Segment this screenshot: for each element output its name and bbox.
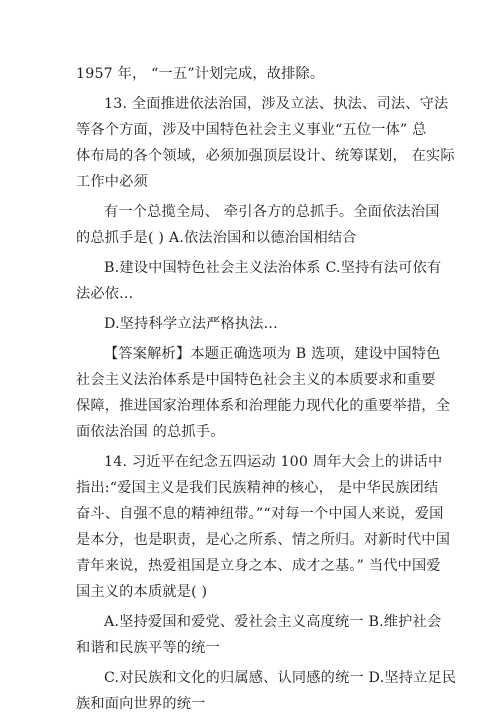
answer-analysis-line-4: 面依法治国 的总抓手。 — [76, 424, 225, 440]
answer-analysis-line-3: 保障，推进国家治理体系和治理能力现代化的重要举措，全 — [76, 398, 451, 414]
question-13-line-2: 等各个方面，涉及中国特色社会主义事业“五位一体” 总 — [76, 122, 427, 138]
question-13-option-a: 的总抓手是( ) A.依法治国和以德治国相结合 — [76, 230, 357, 246]
answer-analysis-line-2: 社会主义法治体系是中国特色社会主义的本质要求和重要 — [76, 372, 436, 388]
question-14-option-a-b: A.坚持爱国和爱党、爱社会主义高度统一 B.维护社会 — [104, 614, 442, 630]
question-13-line-3: 体布局的各个领域，必须加强顶层设计、统筹谋划， 在实际 — [76, 148, 455, 164]
question-13-option-d: D.坚持科学立法严格执法... — [104, 316, 278, 332]
question-13-option-c-cont: 法必依... — [76, 286, 134, 302]
question-13-line-1: 13. 全面推进依法治国，涉及立法、执法、司法、守法 — [104, 96, 449, 112]
question-14-line-5: 青年来说，热爱祖国是立身之本、成才之基。” 当代中国爱 — [76, 558, 441, 574]
question-13-line-4: 工作中必须 — [76, 174, 148, 190]
question-14-line-3: 奋斗、自强不息的精神纽带。”“对每一个中国人来说，爱国 — [76, 506, 444, 522]
question-14-line-6: 国主义的本质就是( ) — [76, 584, 208, 600]
question-14-line-2: 指出:“爱国主义是我们民族精神的核心， 是中华民族团结 — [76, 480, 439, 496]
question-14-option-b-cont: 和谐和民族平等的统一 — [76, 640, 220, 656]
question-13-option-b-c: B.建设中国特色社会主义法治体系 C.坚持有法可依有 — [104, 260, 442, 276]
question-14-option-d-cont: 族和面向世界的统一 — [76, 696, 206, 712]
answer-analysis-line-1: 【答案解析】本题正确选项为 B 选项，建设中国特色 — [104, 346, 441, 362]
question-13-line-5: 有一个总揽全局、 牵引各方的总抓手。全面依法治国 — [104, 204, 440, 220]
question-14-line-1: 14. 习近平在纪念五四运动 100 周年大会上的讲话中 — [104, 454, 443, 470]
text-line-1957: 1957 年， “一五”计划完成，故排除。 — [76, 66, 325, 82]
question-14-option-c-d: C.对民族和文化的归属感、认同感的统一 D.坚持立足民 — [104, 670, 457, 686]
question-14-line-4: 是本分，也是职责，是心之所系、情之所归。对新时代中国 — [76, 532, 451, 548]
